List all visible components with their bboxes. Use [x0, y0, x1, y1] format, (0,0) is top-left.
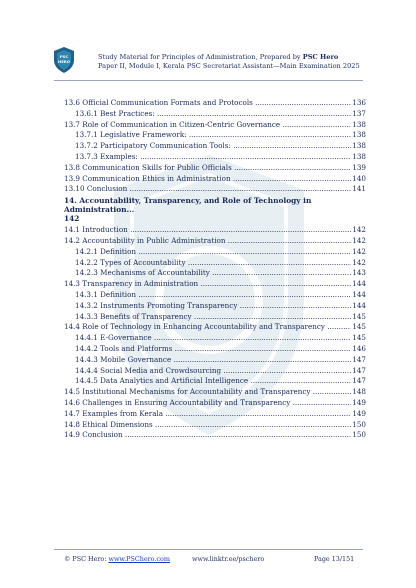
toc-entry-page: 145	[352, 311, 366, 321]
site-link[interactable]: www.PSChero.com	[108, 555, 170, 563]
toc-entry-title: 14.4.4 Social Media and Crowdsourcing .....	[64, 366, 352, 377]
toc-entry-title: 13.7.3 Examples: .....	[64, 152, 352, 163]
toc-entry[interactable]	[64, 268, 366, 279]
toc-entry-page: 144	[352, 300, 366, 310]
svg-text:PSC: PSC	[59, 54, 69, 59]
toc-entry[interactable]	[64, 236, 366, 247]
linktree-link[interactable]: www.linktr.ee/pschero	[192, 555, 265, 563]
toc-entry-page: 144	[352, 289, 366, 299]
chapter-heading[interactable]: 14. Accountability, Transparency, and Role of Technology in Administration... 142	[64, 196, 312, 224]
toc-entry-title: 13.7.2 Participatory Communication Tools: .....	[64, 141, 352, 152]
toc-entry[interactable]	[64, 376, 366, 387]
toc-entry[interactable]	[64, 130, 366, 141]
toc-entry[interactable]	[64, 344, 366, 355]
toc-entry-page: 141	[352, 184, 366, 194]
toc-entry[interactable]	[64, 247, 366, 258]
toc-entry[interactable]	[64, 109, 366, 120]
toc-entry-page: 148	[352, 387, 366, 397]
toc-entry-page: 147	[352, 365, 366, 375]
toc-entry-title: 14.9 Conclusion .....	[64, 430, 352, 441]
svg-text:HERO: HERO	[58, 59, 70, 64]
toc-entry-title: 14.5 Institutional Mechanisms for Accountability and Transparency .....	[64, 387, 352, 398]
toc-entry-page: 142	[352, 246, 366, 256]
toc-entry-page: 138	[352, 141, 366, 151]
toc-entry-page: 145	[352, 322, 366, 332]
toc-entry-title: 14.4.5 Data Analytics and Artificial Intelligence .....	[64, 376, 352, 387]
toc-entry-title: 14.4.3 Mobile Governance .....	[64, 355, 352, 366]
toc-entry-title: 14.2.2 Types of Accountability .....	[64, 258, 352, 269]
toc-entry-page: 142	[352, 225, 366, 235]
toc-entry[interactable]	[64, 184, 366, 195]
toc-entry-page: 149	[352, 397, 366, 407]
toc-entry[interactable]	[64, 163, 366, 174]
toc-entry-page: 147	[352, 354, 366, 364]
toc-entry[interactable]	[64, 409, 366, 420]
toc-entry[interactable]	[64, 279, 366, 290]
toc-entry[interactable]	[64, 430, 366, 441]
toc-entry[interactable]	[64, 333, 366, 344]
toc-entry-page: 150	[352, 419, 366, 429]
page-number: Page 13/151	[314, 555, 355, 563]
toc-entry-title: 14.4 Role of Technology in Enhancing Accountability and Transparency .....	[64, 322, 352, 333]
toc-entry-page: 138	[352, 151, 366, 161]
toc-entry-page: 137	[352, 108, 366, 118]
toc-entry[interactable]	[64, 387, 366, 398]
toc-entry-title: 13.7 Role of Communication in Citizen-Centric Governance .....	[64, 120, 352, 131]
toc-entry-page: 150	[352, 430, 366, 440]
toc-entry-title: 13.6.1 Best Practices: .....	[64, 109, 352, 120]
toc-entry[interactable]	[64, 366, 366, 377]
toc-entry-title: 14.3 Transparency in Administration .....	[64, 279, 352, 290]
toc-entry[interactable]	[64, 290, 366, 301]
toc-entry-title: 13.6 Official Communication Formats and Protocols .....	[64, 98, 352, 109]
toc-entry-page: 145	[352, 333, 366, 343]
footer-divider	[54, 549, 363, 550]
toc-entry-title: 14.3.1 Definition .....	[64, 290, 352, 301]
toc-entry-title: 13.7.1 Legislative Framework: .....	[64, 130, 352, 141]
toc-entry-title: 13.10 Conclusion .....	[64, 184, 352, 195]
toc-entry[interactable]	[64, 258, 366, 269]
toc-entry-title: 14.4.2 Tools and Platforms .....	[64, 344, 352, 355]
toc-entry-page: 140	[352, 173, 366, 183]
toc-entry[interactable]	[64, 420, 366, 431]
toc-entry[interactable]	[64, 152, 366, 163]
toc-entry[interactable]	[64, 120, 366, 131]
toc-entry[interactable]	[64, 141, 366, 152]
toc-entry-page: 138	[352, 119, 366, 129]
toc-entry-page: 138	[352, 130, 366, 140]
toc-entry-title: 14.3.2 Instruments Promoting Transparency .....	[64, 301, 352, 312]
page-header	[54, 47, 384, 77]
toc-entry-page: 147	[352, 376, 366, 386]
header-subtitle: Paper II, Module I, Kerala PSC Secretariat Assistant—Main Examination 2025	[98, 62, 360, 70]
toc-entry-page: 144	[352, 279, 366, 289]
toc-entry[interactable]	[64, 98, 366, 109]
toc-entry-page: 139	[352, 162, 366, 172]
toc-entry-title: 14.2.3 Mechanisms of Accountability .....	[64, 268, 352, 279]
table-of-contents	[64, 98, 366, 441]
toc-entry[interactable]	[64, 398, 366, 409]
toc-entry-page: 149	[352, 408, 366, 418]
toc-entry[interactable]	[64, 312, 366, 323]
toc-entry-title: 14.1 Introduction .....	[64, 225, 352, 236]
header-divider	[54, 80, 363, 81]
toc-entry-title: 13.9 Communication Ethics in Administration .....	[64, 174, 352, 185]
toc-entry-title: 14.3.3 Benefits of Transparency .....	[64, 312, 352, 323]
toc-entry-title: 14.4.1 E-Governance .....	[64, 333, 352, 344]
toc-entry[interactable]	[64, 225, 366, 236]
psc-hero-logo	[54, 47, 74, 73]
toc-entry[interactable]	[64, 174, 366, 185]
toc-entry-title: 14.2 Accountability in Public Administration .....	[64, 236, 352, 247]
toc-entry-title: 14.8 Ethical Dimensions .....	[64, 420, 352, 431]
header-brand: PSC Hero	[302, 53, 339, 61]
footer-copyright: © PSC Hero: www.PSChero.com	[64, 555, 170, 563]
toc-entry-page: 142	[352, 257, 366, 267]
toc-entry-page: 142	[352, 235, 366, 245]
toc-entry[interactable]	[64, 355, 366, 366]
toc-entry-page: 146	[352, 343, 366, 353]
toc-entry-title: 14.7 Examples from Kerala .....	[64, 409, 352, 420]
toc-entry-title: 13.8 Communication Skills for Public Officials .....	[64, 163, 352, 174]
header-title: Study Material for Principles of Administration, Prepared by PSC Hero	[98, 53, 339, 61]
toc-entry-page: 143	[352, 268, 366, 278]
toc-entry[interactable]	[64, 322, 366, 333]
toc-entry-title: 14.2.1 Definition .....	[64, 247, 352, 258]
toc-entry[interactable]	[64, 301, 366, 312]
toc-entry-title: 14.6 Challenges in Ensuring Accountability and Transparency .....	[64, 398, 352, 409]
toc-entry-page: 136	[352, 98, 366, 107]
